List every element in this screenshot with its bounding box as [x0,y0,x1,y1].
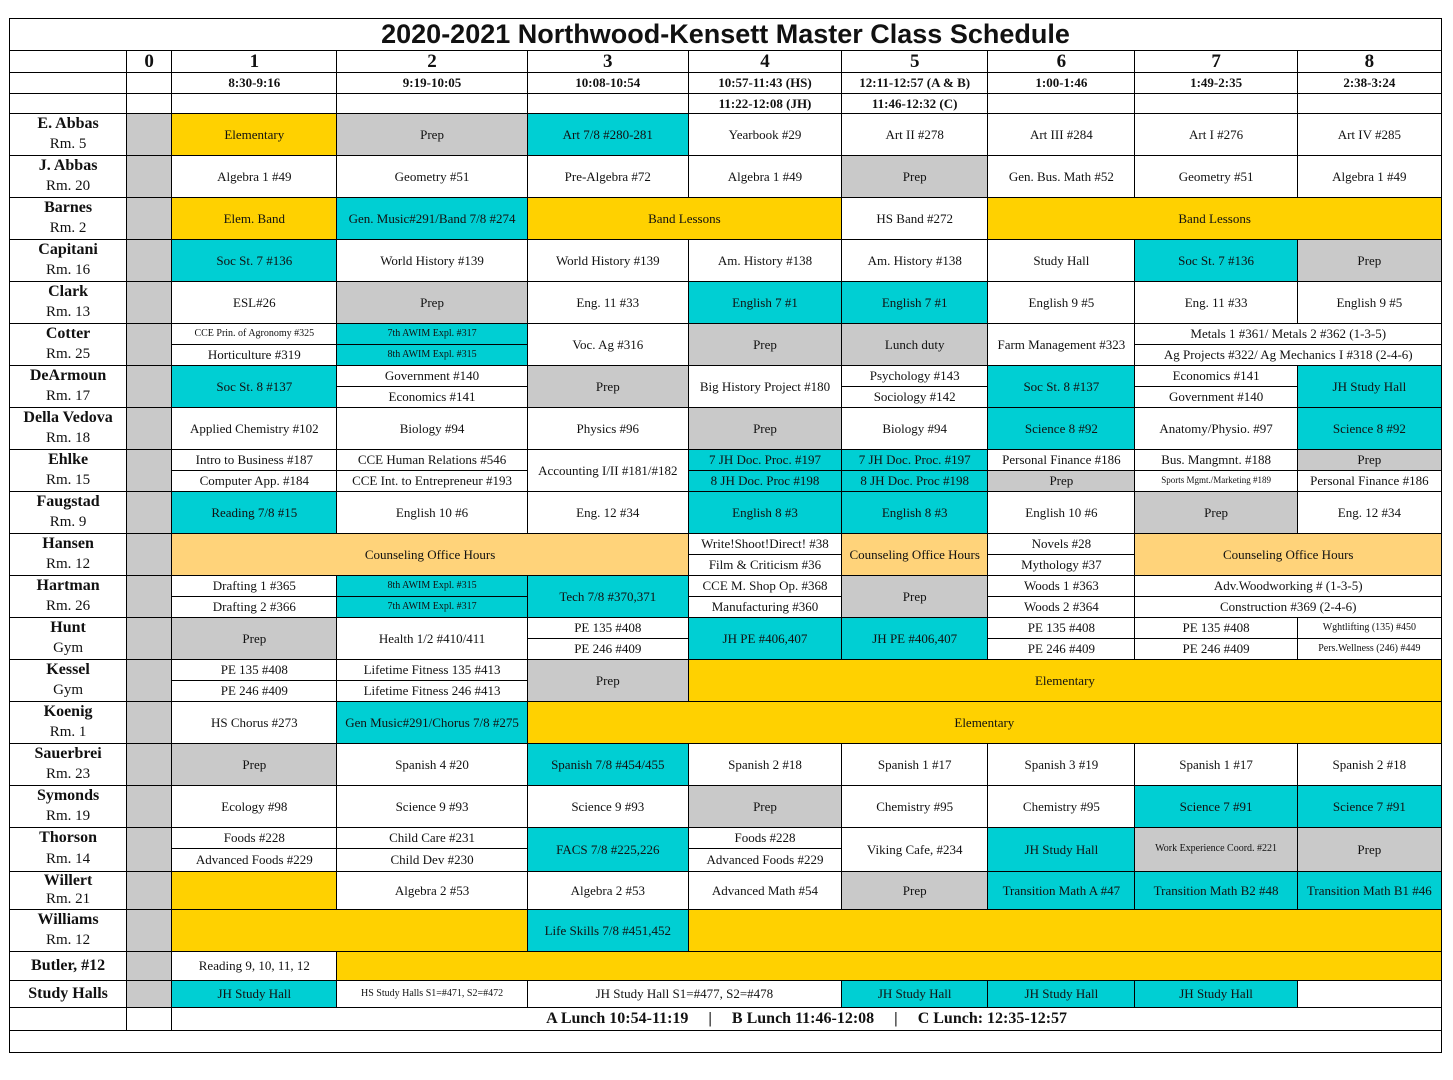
class-cell: Prep [527,366,688,408]
class-cell: Prep [688,324,841,366]
footer-blank-row [10,1031,1442,1053]
period-time-3: 10:08-10:54 [527,73,688,94]
class-cell: Sociology #142 [842,387,988,408]
class-cell: Art 7/8 #280-281 [527,114,688,156]
class-cell: JH Study Hall [988,828,1135,872]
teacher-name: Kessel [10,660,127,681]
teacher-room: Rm. 26 [10,597,127,618]
class-cell: Gen. Bus. Math #52 [988,156,1135,198]
class-cell: Prep [988,471,1135,492]
class-cell: 7 JH Doc. Proc. #197 [688,450,841,471]
teacher-name: Williams [10,910,127,931]
teacher-room: Rm. 18 [10,429,127,450]
class-cell: Drafting 2 #366 [172,597,337,618]
class-cell: Prep [172,618,337,660]
class-cell: Band Lessons [988,198,1442,240]
class-cell: Prep [688,786,841,828]
class-cell: Elem. Band [172,198,337,240]
empty-cell [127,94,172,114]
class-cell: Novels #28 [988,534,1135,555]
class-cell: JH Study Hall [1135,981,1297,1008]
class-cell: Soc St. 7 #136 [172,240,337,282]
class-cell: Prep [842,156,988,198]
empty-cell [337,94,527,114]
class-cell: Applied Chemistry #102 [172,408,337,450]
class-cell: CCE Int. to Entrepreneur #193 [337,471,527,492]
class-cell: PE 135 #408 [172,660,337,681]
class-cell: Biology #94 [337,408,527,450]
class-cell: Transition Math B1 #46 [1297,872,1441,910]
period-time-5: 12:11-12:57 (A & B) [842,73,988,94]
class-cell [337,952,1442,981]
class-cell: Prep [842,872,988,910]
class-cell: Government #140 [1135,387,1297,408]
lunch-times: A Lunch 10:54-11:19 | B Lunch 11:46-12:08 | C Lunch: 12:35-12:57 [172,1008,1442,1031]
class-cell: PE 135 #408 [527,618,688,639]
class-cell: Manufacturing #360 [688,597,841,618]
teacher-name: J. Abbas [10,156,127,177]
class-cell: Foods #228 [688,828,841,849]
class-cell: Spanish 7/8 #454/455 [527,744,688,786]
teacher-name: Clark [10,282,127,303]
class-cell: Prep [527,660,688,702]
class-cell: Anatomy/Physio. #97 [1135,408,1297,450]
class-cell: 7 JH Doc. Proc. #197 [842,450,988,471]
class-cell: Intro to Business #187 [172,450,337,471]
teacher-name: Ehlke [10,450,127,471]
class-cell: Art IV #285 [1297,114,1441,156]
class-cell: Counseling Office Hours [842,534,988,576]
empty-cell [988,94,1135,114]
class-cell: Prep [337,114,527,156]
teacher-room: Rm. 20 [10,177,127,198]
class-cell: Lifetime Fitness 135 #413 [337,660,527,681]
class-cell: Advanced Foods #229 [688,849,841,872]
class-cell: 8 JH Doc. Proc #198 [842,471,988,492]
class-cell: Gen. Music#291/Band 7/8 #274 [337,198,527,240]
class-cell: Transition Math A #47 [988,872,1135,910]
class-cell: FACS 7/8 #225,226 [527,828,688,872]
period-0-cell [127,492,172,534]
empty-cell [1135,94,1297,114]
period-0-cell [127,910,172,952]
class-cell: Prep [1135,492,1297,534]
period-0-cell [127,240,172,282]
class-cell: Study Hall [988,240,1135,282]
class-cell: Gen Music#291/Chorus 7/8 #275 [337,702,527,744]
teacher-room: Gym [10,639,127,660]
class-cell: Life Skills 7/8 #451,452 [527,910,688,952]
class-cell: CCE M. Shop Op. #368 [688,576,841,597]
class-cell: Band Lessons [527,198,841,240]
empty-cell [1297,94,1441,114]
class-cell: Prep [337,282,527,324]
period-header-3: 3 [527,51,688,73]
class-cell [172,910,527,952]
class-cell: Bus. Mangmnt. #188 [1135,450,1297,471]
class-cell: Write!Shoot!Direct! #38 [688,534,841,555]
class-cell: Woods 2 #364 [988,597,1135,618]
class-cell: Prep [172,744,337,786]
empty-cell [10,1008,127,1031]
period-time-4-jh: 11:22-12:08 (JH) [688,94,841,114]
class-cell: CCE Prin. of Agronomy #325 [172,324,337,345]
class-cell: Spanish 2 #18 [688,744,841,786]
class-cell: Science 9 #93 [337,786,527,828]
class-cell: Construction #369 (2-4-6) [1135,597,1442,618]
teacher-room: Rm. 17 [10,387,127,408]
teacher-room: Rm. 23 [10,765,127,786]
period-0-cell [127,576,172,618]
period-0-cell [127,366,172,408]
teacher-room: Rm. 19 [10,807,127,828]
class-cell: Lunch duty [842,324,988,366]
class-cell [172,872,337,910]
class-cell: World History #139 [337,240,527,282]
class-cell: HS Study Halls S1=#471, S2=#472 [337,981,527,1008]
class-cell: Yearbook #29 [688,114,841,156]
class-cell: Computer App. #184 [172,471,337,492]
master-schedule-table [9,18,1442,1053]
empty-cell [127,1008,172,1031]
period-0-cell [127,981,172,1008]
teacher-name: Barnes [10,198,127,219]
teacher-name: Sauerbrei [10,744,127,765]
period-0-cell [127,114,172,156]
teacher-name: Hunt [10,618,127,639]
class-cell: Geometry #51 [337,156,527,198]
class-cell: Woods 1 #363 [988,576,1135,597]
class-cell: Soc St. 7 #136 [1135,240,1297,282]
class-cell: PE 246 #409 [1135,639,1297,660]
period-0-cell [127,952,172,981]
class-cell: Spanish 1 #17 [842,744,988,786]
period-0-cell [127,534,172,576]
teacher-name: Della Vedova [10,408,127,429]
period-0-cell [127,828,172,872]
class-cell: Farm Management #323 [988,324,1135,366]
teacher-name: Capitani [10,240,127,261]
class-cell: Personal Finance #186 [1297,471,1441,492]
class-cell: 8th AWIM Expl. #315 [337,576,527,597]
period-0-cell [127,408,172,450]
class-cell: PE 246 #409 [172,681,337,702]
class-cell: English 7 #1 [842,282,988,324]
class-cell: Voc. Ag #316 [527,324,688,366]
class-cell: English 7 #1 [688,282,841,324]
class-cell: Spanish 2 #18 [1297,744,1441,786]
period-time-8: 2:38-3:24 [1297,73,1441,94]
class-cell: HS Chorus #273 [172,702,337,744]
teacher-room: Rm. 1 [10,723,127,744]
teacher-room: Rm. 5 [10,135,127,156]
empty-cell [10,94,127,114]
teacher-room: Rm. 13 [10,303,127,324]
corner-cell [10,51,127,73]
period-header-8: 8 [1297,51,1441,73]
teacher-room: Gym [10,681,127,702]
period-0-cell [127,702,172,744]
class-cell: 7th AWIM Expl. #317 [337,324,527,345]
class-cell: Mythology #37 [988,555,1135,576]
class-cell: Prep [1297,240,1441,282]
teacher-room: Rm. 2 [10,219,127,240]
teacher-room: Rm. 25 [10,345,127,366]
class-cell: Advanced Foods #229 [172,849,337,872]
class-cell: Wghtlifting (135) #450 [1297,618,1441,639]
period-0-cell [127,744,172,786]
class-cell: Elementary [527,702,1441,744]
class-cell: JH Study Hall [172,981,337,1008]
teacher-room: Rm. 16 [10,261,127,282]
class-cell: Prep [1297,450,1441,471]
class-cell: Reading 7/8 #15 [172,492,337,534]
teacher-room: Rm. 12 [10,555,127,576]
teacher-name: Hansen [10,534,127,555]
teacher-name: Butler, #12 [10,952,127,981]
class-cell: PE 135 #408 [988,618,1135,639]
class-cell: 7th AWIM Expl. #317 [337,597,527,618]
class-cell: JH Study Hall S1=#477, S2=#478 [527,981,841,1008]
period-0-cell [127,156,172,198]
class-cell: JH PE #406,407 [688,618,841,660]
period-time-1: 8:30-9:16 [172,73,337,94]
class-cell: Child Care #231 [337,828,527,849]
class-cell: Ecology #98 [172,786,337,828]
class-cell: Pers.Wellness (246) #449 [1297,639,1441,660]
class-cell: HS Band #272 [842,198,988,240]
class-cell: Horticulture #319 [172,345,337,366]
class-cell: Art I #276 [1135,114,1297,156]
class-cell: Adv.Woodworking # (1-3-5) [1135,576,1442,597]
period-header-6: 6 [988,51,1135,73]
empty-cell [527,94,688,114]
class-cell: Algebra 2 #53 [527,872,688,910]
period-0-cell [127,324,172,366]
class-cell: 8 JH Doc. Proc #198 [688,471,841,492]
class-cell: Physics #96 [527,408,688,450]
class-cell: Prep [1297,828,1441,872]
class-cell: Metals 1 #361/ Metals 2 #362 (1-3-5) [1135,324,1442,345]
class-cell: Economics #141 [1135,366,1297,387]
class-cell: Spanish 3 #19 [988,744,1135,786]
class-cell: Science 7 #91 [1135,786,1297,828]
class-cell: Eng. 12 #34 [527,492,688,534]
class-cell: ESL#26 [172,282,337,324]
class-cell: Science 7 #91 [1297,786,1441,828]
empty-cell [172,94,337,114]
class-cell: Film & Criticism #36 [688,555,841,576]
class-cell: Eng. 12 #34 [1297,492,1441,534]
class-cell: Science 8 #92 [988,408,1135,450]
class-cell: Foods #228 [172,828,337,849]
teacher-name: Koenig [10,702,127,723]
class-cell: English 9 #5 [1297,282,1441,324]
class-cell [1297,981,1441,1008]
class-cell: Elementary [688,660,1441,702]
period-0-cell [127,618,172,660]
class-cell: English 10 #6 [337,492,527,534]
period-0-cell [127,198,172,240]
class-cell: JH Study Hall [988,981,1135,1008]
class-cell: Geometry #51 [1135,156,1297,198]
teacher-name: Faugstad [10,492,127,513]
class-cell: Child Dev #230 [337,849,527,872]
period-time-7: 1:49-2:35 [1135,73,1297,94]
teacher-name: Willert [10,872,127,891]
period-time-4: 10:57-11:43 (HS) [688,73,841,94]
period-0-cell [127,282,172,324]
class-cell: CCE Human Relations #546 [337,450,527,471]
empty-cell [127,73,172,94]
period-0-cell [127,872,172,910]
class-cell: Art II #278 [842,114,988,156]
class-cell: Pre-Algebra #72 [527,156,688,198]
class-cell: Accounting I/II #181/#182 [527,450,688,492]
class-cell: Prep [688,408,841,450]
period-0-cell [127,786,172,828]
class-cell: Soc St. 8 #137 [172,366,337,408]
class-cell: English 8 #3 [842,492,988,534]
class-cell: Science 9 #93 [527,786,688,828]
class-cell: Eng. 11 #33 [1135,282,1297,324]
period-header-7: 7 [1135,51,1297,73]
class-cell: English 10 #6 [988,492,1135,534]
class-cell: Counseling Office Hours [1135,534,1442,576]
teacher-name: E. Abbas [10,114,127,135]
period-time-6: 1:00-1:46 [988,73,1135,94]
class-cell: Psychology #143 [842,366,988,387]
class-cell: 8th AWIM Expl. #315 [337,345,527,366]
class-cell: PE 135 #408 [1135,618,1297,639]
schedule-container [9,18,1442,1053]
period-time-5-c: 11:46-12:32 (C) [842,94,988,114]
teacher-room: Rm. 9 [10,513,127,534]
class-cell: Algebra 2 #53 [337,872,527,910]
class-cell: PE 246 #409 [527,639,688,660]
class-cell: Sports Mgmt./Marketing #189 [1135,471,1297,492]
teacher-room: Rm. 15 [10,471,127,492]
period-0-cell [127,660,172,702]
teacher-name: Cotter [10,324,127,345]
teacher-name: Study Halls [10,981,127,1008]
class-cell: Ag Projects #322/ Ag Mechanics I #318 (2-4-6) [1135,345,1442,366]
period-header-2: 2 [337,51,527,73]
class-cell: Advanced Math #54 [688,872,841,910]
class-cell: English 9 #5 [988,282,1135,324]
teacher-room: Rm. 21 [10,891,127,910]
class-cell: JH Study Hall [842,981,988,1008]
teacher-room: Rm. 14 [10,849,127,872]
empty-cell [10,73,127,94]
class-cell: Science 8 #92 [1297,408,1441,450]
class-cell: Algebra 1 #49 [688,156,841,198]
class-cell: PE 246 #409 [988,639,1135,660]
teacher-name: Symonds [10,786,127,807]
teacher-room: Rm. 12 [10,931,127,952]
class-cell: Chemistry #95 [988,786,1135,828]
class-cell: English 8 #3 [688,492,841,534]
class-cell: Soc St. 8 #137 [988,366,1135,408]
class-cell: JH PE #406,407 [842,618,988,660]
class-cell: Chemistry #95 [842,786,988,828]
class-cell: Viking Cafe, #234 [842,828,988,872]
class-cell: Drafting 1 #365 [172,576,337,597]
class-cell: Transition Math B2 #48 [1135,872,1297,910]
period-time-2: 9:19-10:05 [337,73,527,94]
class-cell: Personal Finance #186 [988,450,1135,471]
class-cell: World History #139 [527,240,688,282]
class-cell: Spanish 4 #20 [337,744,527,786]
teacher-name: Thorson [10,828,127,849]
class-cell [688,910,1441,952]
class-cell: Economics #141 [337,387,527,408]
class-cell: Prep [842,576,988,618]
class-cell: Spanish 1 #17 [1135,744,1297,786]
class-cell: Lifetime Fitness 246 #413 [337,681,527,702]
class-cell: Counseling Office Hours [172,534,689,576]
class-cell: Art III #284 [988,114,1135,156]
teacher-name: Hartman [10,576,127,597]
class-cell: Biology #94 [842,408,988,450]
period-header-0: 0 [127,51,172,73]
class-cell: Government #140 [337,366,527,387]
class-cell: Am. History #138 [688,240,841,282]
period-header-1: 1 [172,51,337,73]
class-cell: Tech 7/8 #370,371 [527,576,688,618]
class-cell: Work Experience Coord. #221 [1135,828,1297,872]
class-cell: Am. History #138 [842,240,988,282]
class-cell: JH Study Hall [1297,366,1441,408]
class-cell: Reading 9, 10, 11, 12 [172,952,337,981]
period-header-5: 5 [842,51,988,73]
class-cell: Health 1/2 #410/411 [337,618,527,660]
class-cell: Algebra 1 #49 [1297,156,1441,198]
class-cell: Elementary [172,114,337,156]
class-cell: Big History Project #180 [688,366,841,408]
period-0-cell [127,450,172,492]
class-cell: Algebra 1 #49 [172,156,337,198]
page-title: 2020-2021 Northwood-Kensett Master Class Schedule [10,19,1442,51]
class-cell: Eng. 11 #33 [527,282,688,324]
period-header-4: 4 [688,51,841,73]
teacher-name: DeArmoun [10,366,127,387]
